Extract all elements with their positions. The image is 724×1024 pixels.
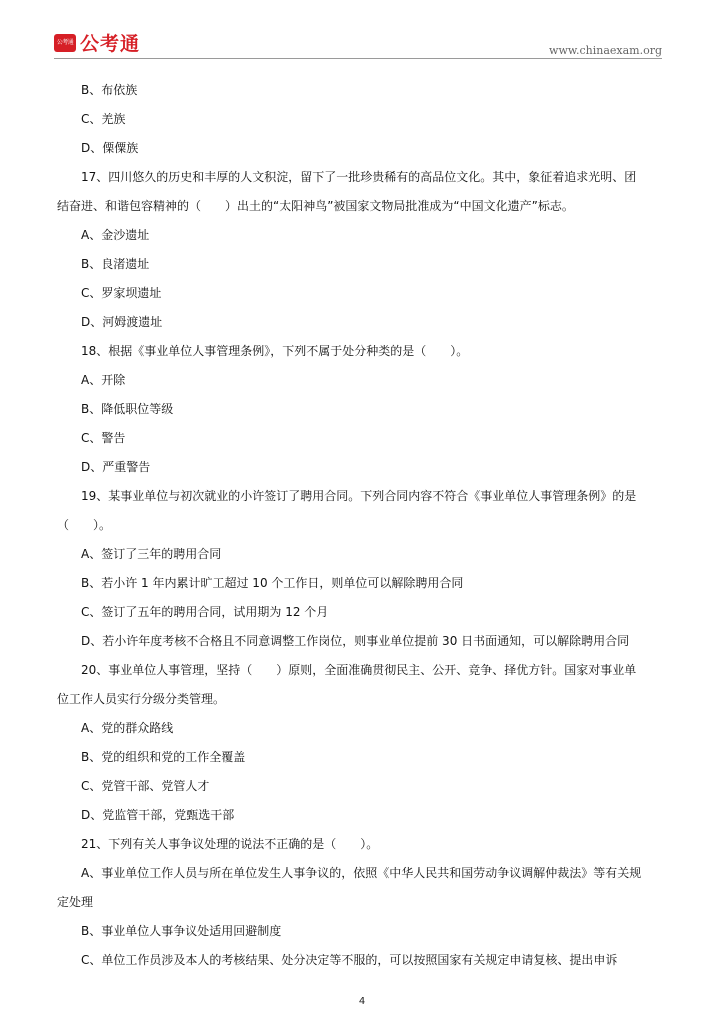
text-line: C、单位工作员涉及本人的考核结果、处分决定等不服的，可以按照国家有关规定申请复核、提出申诉 (81, 953, 618, 967)
site-url: www.chinaexam.org (549, 44, 662, 57)
text-line: （ ）。 (57, 518, 112, 532)
text-line: 定处理 (57, 895, 94, 909)
text-line: 结奋进、和谐包容精神的（ ）出土的“太阳神鸟”被国家文物局批准成为“中国文化遗产”标志。 (57, 199, 574, 213)
text-line: A、事业单位工作人员与所在单位发生人事争议的，依照《中华人民共和国劳动争议调解仲裁法》等有关规 (81, 866, 642, 880)
text-line: C、党管干部、党管人才 (81, 779, 210, 793)
text-line: D、河姆渡遗址 (81, 315, 163, 329)
text-line: B、良渚遗址 (81, 257, 150, 271)
page-header (0, 0, 724, 62)
text-line: C、罗家坝遗址 (81, 286, 162, 300)
text-line: C、羌族 (81, 112, 126, 126)
text-line: 18、根据《事业单位人事管理条例》，下列不属于处分种类的是（ ）。 (81, 344, 469, 358)
text-line: C、警告 (81, 431, 126, 445)
text-line: B、降低职位等级 (81, 402, 174, 416)
text-line: C、签订了五年的聘用合同，试用期为 12 个月 (81, 605, 329, 619)
text-line: B、若小许 1 年内累计旷工超过 10 个工作日，则单位可以解除聘用合同 (81, 576, 464, 590)
text-line: 19、某事业单位与初次就业的小许签订了聘用合同。下列合同内容不符合《事业单位人事管理条例》的是 (81, 489, 637, 503)
header-divider (54, 58, 662, 59)
text-line: B、党的组织和党的工作全覆盖 (81, 750, 246, 764)
text-line: 17、四川悠久的历史和丰厚的人文积淀，留下了一批珍贵稀有的高品位文化。其中，象征着追求光明、团 (81, 170, 637, 184)
text-line: B、事业单位人事争议处适用回避制度 (81, 924, 282, 938)
text-line: A、签订了三年的聘用合同 (81, 547, 222, 561)
text-line: A、开除 (81, 373, 126, 387)
document-body (57, 76, 669, 975)
text-line: B、布依族 (81, 83, 138, 97)
logo-badge: 公考通 (54, 34, 76, 52)
text-line: A、党的群众路线 (81, 721, 174, 735)
text-line: D、严重警告 (81, 460, 151, 474)
logo-text: 公考通 (80, 33, 141, 55)
text-line: D、党监管干部，党甄选干部 (81, 808, 235, 822)
text-line: D、若小许年度考核不合格且不同意调整工作岗位，则事业单位提前 30 日书面通知，可以解除聘用合同 (81, 634, 630, 648)
text-line: 21、下列有关人事争议处理的说法不正确的是（ ）。 (81, 837, 379, 851)
text-line: A、金沙遗址 (81, 228, 150, 242)
text-line: 位工作人员实行分级分类管理。 (57, 692, 226, 706)
page-number: 4 (358, 996, 366, 1007)
text-line: D、傈僳族 (81, 141, 139, 155)
text-line: 20、事业单位人事管理，坚持（ ）原则，全面准确贯彻民主、公开、竞争、择优方针。国家对事业单 (81, 663, 637, 677)
